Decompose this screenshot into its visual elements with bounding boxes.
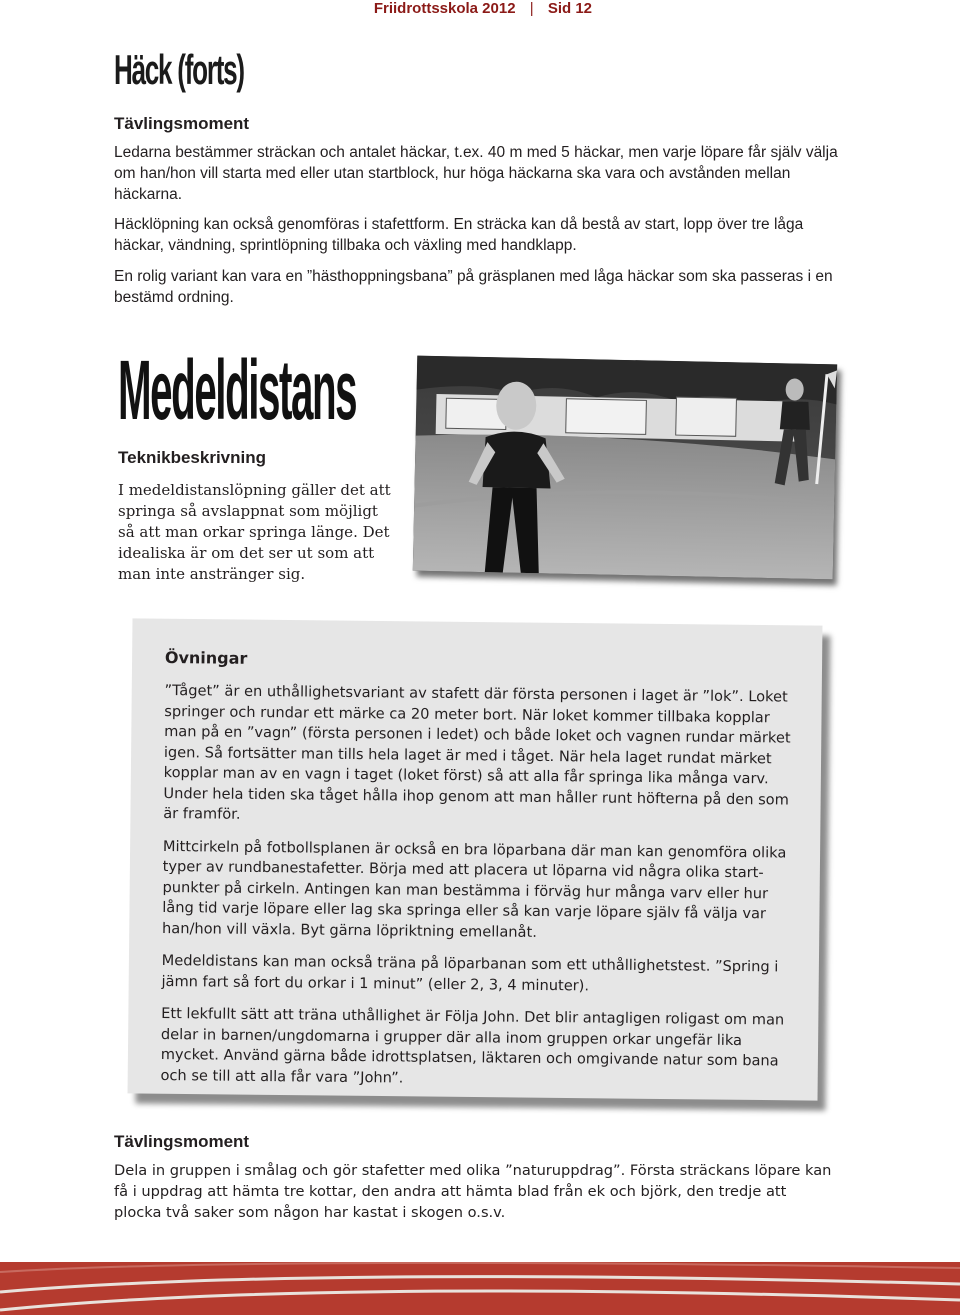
- running-track-decoration: [0, 1262, 960, 1315]
- page-number: Sid 12: [547, 0, 592, 17]
- hack-paragraph-1: Ledarna bestämmer sträckan och antalet häckar, t.ex. 40 m med 5 häckar, men varje löpare får själv välja om han/hon vill starta med eller utan startblock, hur höga häckarna ska vara och avstånden mellan häckarna.: [114, 144, 838, 203]
- running-photo-image: [413, 356, 837, 580]
- exercise-paragraph-1: ”Tåget” är en uthållighetsvariant av stafett där första personen i laget är ”lok”. Loket springer och rundar ett märke ca 20 meter bort. När loket kommer tillbaka kopplar man på en ”vagn” (första personen i ledet) och både loket och vagnen rundar märket igen. Så fortsätter man tills hela laget är med i tåget. När hela laget rundat märket kopplar man av en vagn i taget (loket först) så att alla får springa lika många varv. Under hela tiden ska tåget hålla ihop genom att man håller runt höfterna på den som är framför.: [163, 681, 791, 823]
- header-separator: |: [529, 0, 534, 17]
- hack-paragraph-3: En rolig variant kan vara en ”hästhoppningsbana” på gräsplanen med låga häckar som ska passeras i en bestämd ordning.: [114, 268, 833, 306]
- exercises-box: [160, 648, 805, 1105]
- running-photo: [413, 356, 837, 580]
- medeldistans-title: Medeldistans: [118, 343, 357, 437]
- competition-heading: Tävlingsmoment: [114, 1132, 250, 1151]
- publication-title: Friidrottsskola 2012: [373, 0, 516, 17]
- hack-paragraph-2: Häcklöpning kan också genomföras i stafettform. En sträcka kan då bestå av start, lopp över tre låga häckar, vändning, sprintlöpning tillbaka och växling med handklapp.: [114, 216, 804, 254]
- hack-title: Häck (forts): [114, 46, 244, 93]
- exercises-heading: Övningar: [164, 648, 248, 668]
- technique-heading: Teknikbeskrivning: [118, 448, 267, 467]
- track-lines: [0, 1262, 960, 1315]
- exercise-paragraph-3: Medeldistans kan man också träna på löparbanan som ett uthållighetstest. ”Spring i jämn fart så fort du orkar i 1 minut” (eller 2, 3, 4 minuter).: [161, 951, 779, 994]
- exercise-paragraph-2: Mittcirkeln på fotbollsplanen är också en bra löparbana där man kan genomföra olika typer av rundbanestafetter. Börja med att placera ut löparna vid några olika start- punkter på cirkeln. Antingen kan man bestämma i förväg hur många varv eller hur lång tid varje löpare eller lag ska springa eller så kan varje löpare själv få välja var han/hon vill växla. Byt gärna löpriktning emellanåt.: [161, 837, 787, 941]
- hack-section-heading: Tävlingsmoment: [114, 114, 250, 133]
- page-header: [374, 0, 592, 20]
- competition-text: Dela in gruppen i smålag och gör stafetter med olika ”naturuppdrag”. Första sträckans löpare kan få i uppdrag att hämta tre kottar, den andra att hämta blad från ek och björk, den tredje att plocka två saker som någon har kastat i skogen o.s.v.: [114, 1162, 832, 1221]
- technique-text: I medeldistanslöpning gäller det att springa så avslappnat som möjligt så att man orkar springa länge. Det idealiska är om det ser ut som att man inte anstränger sig.: [118, 481, 391, 583]
- exercise-paragraph-4: Ett lekfullt sätt att träna uthållighet är Följa John. Det blir antagligen roligast om man delar in barnen/ungdomarna i grupper där alla inom gruppen orkar ungefär lika mycket. Använd gärna både idrottsplatsen, läktaren och omgivande natur som bana och se till att alla får vara ”John”.: [160, 1004, 785, 1087]
